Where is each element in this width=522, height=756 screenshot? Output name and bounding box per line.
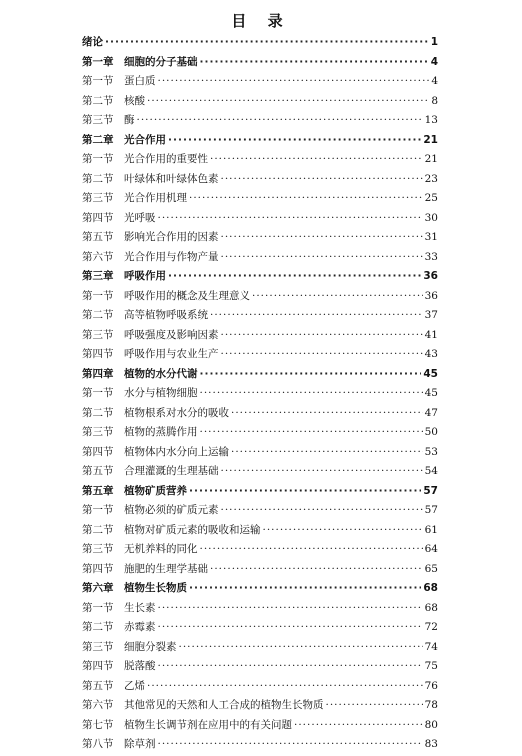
toc-leader-dots [158, 621, 423, 633]
toc-leader-dots [200, 426, 423, 438]
toc-entry-number: 第四节 [82, 211, 114, 224]
toc-leader-dots [189, 582, 421, 594]
toc-leader-dots [221, 465, 423, 477]
toc-entry-page: 78 [424, 699, 438, 711]
toc-entry-title: 光呼吸 [124, 211, 156, 224]
toc-leader-dots [189, 485, 421, 497]
toc-entry-title: 除草剂 [124, 738, 156, 750]
toc-leader-dots [221, 231, 423, 243]
toc-entry-number: 第六章 [82, 582, 114, 594]
toc-leader-dots [147, 95, 429, 107]
toc-entry-title: 植物生长调节剂在应用中的有关问题 [124, 718, 292, 731]
toc-entry-title: 水分与植物细胞 [124, 387, 198, 399]
toc-entry-number: 第六节 [82, 699, 114, 711]
toc-entry-title: 植物矿质营养 [124, 484, 187, 497]
toc-entry-page: 80 [424, 718, 438, 731]
toc-leader-dots [200, 387, 423, 399]
toc-section-entry[interactable] [82, 541, 438, 561]
toc-section-entry[interactable] [82, 561, 438, 581]
toc-entry-title: 植物体内水分向上运输 [124, 445, 229, 458]
toc-leader-dots [105, 36, 429, 48]
toc-entry-page: 31 [424, 231, 438, 243]
toc-section-entry[interactable] [82, 346, 438, 366]
toc-entry-title: 施肥的生理学基础 [124, 562, 208, 575]
toc-section-entry[interactable] [82, 736, 438, 756]
toc-entry-title: 光合作用 [124, 133, 166, 146]
toc-entry-page: 1 [430, 36, 438, 48]
toc-leader-dots [137, 114, 423, 126]
toc-leader-dots [158, 212, 423, 224]
toc-entry-page: 36 [424, 289, 438, 302]
toc-chapter-entry[interactable] [82, 580, 438, 600]
toc-entry-page: 53 [424, 445, 438, 458]
toc-entry-number: 第四节 [82, 562, 114, 575]
toc-entry-page: 75 [424, 660, 438, 672]
toc-entry-number: 第二节 [82, 406, 114, 419]
toc-entry-page: 4 [431, 75, 438, 87]
toc-leader-dots [200, 543, 423, 555]
toc-entry-title: 脱落酸 [124, 660, 156, 672]
toc-section-entry[interactable] [82, 697, 438, 717]
toc-entry-number: 第一节 [82, 289, 114, 302]
toc-entry-title: 光合作用与作物产量 [124, 250, 219, 263]
toc-entry-number: 第三节 [82, 543, 114, 555]
toc-entry-page: 43 [424, 348, 438, 360]
toc-entry-page: 74 [424, 640, 438, 653]
toc-section-entry[interactable] [82, 249, 438, 269]
toc-entry-number: 第一节 [82, 387, 114, 399]
toc-entry-number: 第三节 [82, 192, 114, 204]
toc-entry-number: 第五章 [82, 484, 114, 497]
toc-entry-title: 高等植物呼吸系统 [124, 309, 208, 321]
toc-section-entry[interactable] [82, 717, 438, 737]
toc-entry-number: 第一节 [82, 504, 114, 516]
toc-section-entry[interactable] [82, 385, 438, 405]
toc-entry-title: 乙烯 [124, 679, 145, 692]
toc-leader-dots [200, 56, 429, 68]
toc-entry-number: 第四节 [82, 660, 114, 672]
toc-entry-number: 第六节 [82, 250, 114, 263]
toc-leader-dots [200, 368, 422, 380]
toc-entry-number: 第二节 [82, 309, 114, 321]
toc-entry-title: 光合作用机理 [124, 192, 187, 204]
toc-section-entry[interactable] [82, 502, 438, 522]
toc-entry-title: 其他常见的天然和人工合成的植物生长物质 [124, 699, 324, 711]
toc-section-entry[interactable] [82, 190, 438, 210]
toc-section-entry[interactable] [82, 93, 438, 113]
toc-entry-number: 第四章 [82, 367, 114, 380]
toc-entry-page: 45 [423, 367, 438, 380]
toc-entry-page: 83 [424, 738, 438, 750]
toc-section-entry[interactable] [82, 73, 438, 93]
toc-entry-title: 植物生长物质 [124, 582, 187, 594]
toc-entry-number: 第三章 [82, 270, 114, 282]
toc-entry-number: 第四节 [82, 445, 114, 458]
toc-leader-dots [147, 680, 423, 692]
toc-section-entry[interactable] [82, 327, 438, 347]
toc-entry-number: 第五节 [82, 465, 114, 477]
toc-entry-title: 植物根系对水分的吸收 [124, 406, 229, 419]
toc-entry-title: 叶绿体和叶绿体色素 [124, 172, 219, 185]
toc-leader-dots [210, 309, 423, 321]
toc-entry-title: 蛋白质 [124, 75, 156, 87]
toc-leader-dots [231, 446, 423, 458]
toc-entry-number: 第五节 [82, 679, 114, 692]
toc-entry-title: 细胞分裂素 [124, 640, 177, 653]
toc-leader-dots [189, 192, 423, 204]
toc-section-entry[interactable] [82, 639, 438, 659]
toc-entry-page: 25 [424, 192, 438, 204]
toc-entry-title: 呼吸作用 [124, 270, 166, 282]
toc-entry-number: 第一节 [82, 601, 114, 614]
toc-entry-title: 酶 [124, 114, 135, 126]
toc-entry-page: 57 [424, 504, 438, 516]
toc-leader-dots [210, 153, 423, 165]
toc-entry-page: 21 [423, 133, 438, 146]
toc-entry-title: 合理灌溉的生理基础 [124, 465, 219, 477]
toc-section-entry[interactable] [82, 151, 438, 171]
toc-entry-page: 54 [424, 465, 438, 477]
toc-entry-number: 第三节 [82, 328, 114, 341]
toc-section-entry[interactable] [82, 405, 438, 425]
toc-entry-page: 37 [424, 309, 438, 321]
toc-entry-number: 第二节 [82, 621, 114, 633]
toc-entry-number: 第三节 [82, 114, 114, 126]
toc-chapter-entry[interactable] [82, 268, 438, 288]
toc-leader-dots [326, 699, 423, 711]
toc-entry-number: 第八节 [82, 738, 114, 750]
toc-section-entry[interactable] [82, 678, 438, 698]
toc-entry-title: 植物必须的矿质元素 [124, 504, 219, 516]
toc-entry-number: 第二节 [82, 523, 114, 536]
toc-leader-dots [231, 407, 423, 419]
toc-entry-page: 57 [423, 484, 438, 497]
toc-entry-page: 76 [424, 679, 438, 692]
toc-chapter-entry[interactable] [82, 366, 438, 386]
toc-entry-page: 47 [424, 406, 438, 419]
toc-entry-number: 第七节 [82, 718, 114, 731]
toc-entry-title: 呼吸作用的概念及生理意义 [124, 289, 250, 302]
toc-leader-dots [158, 738, 423, 750]
toc-entry-number: 第四节 [82, 348, 114, 360]
toc-chapter-entry[interactable] [82, 483, 438, 503]
toc-entry-page: 45 [424, 387, 438, 399]
toc-entry-number: 绪论 [82, 36, 103, 48]
toc-entry-title: 核酸 [124, 94, 145, 107]
toc-entry-title: 呼吸强度及影响因素 [124, 328, 219, 341]
toc-section-entry[interactable] [82, 210, 438, 230]
toc-entry-page: 30 [424, 211, 438, 224]
toc-section-entry[interactable] [82, 444, 438, 464]
toc-entry-title: 植物的水分代谢 [124, 367, 198, 380]
toc-leader-dots [221, 504, 423, 516]
toc-entry-page: 68 [423, 582, 438, 594]
toc-entry-title: 植物的蒸腾作用 [124, 426, 198, 438]
toc-entry-number: 第二章 [82, 133, 114, 146]
toc-leader-dots [210, 563, 423, 575]
toc-leader-dots [158, 75, 430, 87]
page-title: 目 录 [231, 12, 291, 30]
toc-entry-page: 72 [424, 621, 438, 633]
toc-entry-number: 第五节 [82, 231, 114, 243]
toc-entry-title: 光合作用的重要性 [124, 153, 208, 165]
toc-chapter-entry[interactable] [82, 132, 438, 152]
toc-entry-number: 第二节 [82, 94, 114, 107]
toc-entry-title: 呼吸作用与农业生产 [124, 348, 219, 360]
toc-section-entry[interactable] [82, 600, 438, 620]
toc-section-entry[interactable] [82, 424, 438, 444]
toc-entry-title: 生长素 [124, 601, 156, 614]
toc-entry-number: 第二节 [82, 172, 114, 185]
toc-entry-page: 36 [423, 270, 438, 282]
toc-section-entry[interactable] [82, 171, 438, 191]
toc-section-entry[interactable] [82, 619, 438, 639]
toc-chapter-entry[interactable] [82, 34, 438, 54]
toc-entry-page: 21 [424, 153, 438, 165]
toc-leader-dots [221, 348, 423, 360]
toc-leader-dots [221, 251, 423, 263]
table-of-contents [82, 34, 438, 756]
toc-section-entry[interactable] [82, 307, 438, 327]
toc-leader-dots [221, 173, 423, 185]
toc-entry-page: 41 [424, 328, 438, 341]
toc-entry-page: 23 [424, 172, 438, 185]
toc-section-entry[interactable] [82, 288, 438, 308]
toc-leader-dots [168, 270, 421, 282]
toc-chapter-entry[interactable] [82, 54, 438, 74]
toc-entry-title: 植物对矿质元素的吸收和运输 [124, 523, 261, 536]
toc-leader-dots [294, 719, 423, 731]
toc-leader-dots [158, 660, 423, 672]
toc-leader-dots [158, 602, 423, 614]
toc-entry-page: 4 [430, 55, 438, 68]
toc-leader-dots [221, 329, 423, 341]
toc-entry-title: 无机养料的同化 [124, 543, 198, 555]
toc-entry-page: 13 [424, 114, 438, 126]
toc-leader-dots [168, 134, 421, 146]
toc-entry-page: 65 [424, 562, 438, 575]
toc-entry-title: 影响光合作用的因素 [124, 231, 219, 243]
toc-entry-number: 第一章 [82, 55, 114, 68]
toc-section-entry[interactable] [82, 463, 438, 483]
toc-leader-dots [263, 524, 423, 536]
toc-entry-page: 33 [424, 250, 438, 263]
toc-leader-dots [252, 290, 423, 302]
toc-entry-page: 68 [424, 601, 438, 614]
toc-entry-page: 61 [424, 523, 438, 536]
toc-entry-title: 细胞的分子基础 [124, 55, 198, 68]
toc-section-entry[interactable] [82, 522, 438, 542]
toc-entry-page: 8 [431, 94, 438, 107]
toc-entry-title: 赤霉素 [124, 621, 156, 633]
toc-section-entry[interactable] [82, 229, 438, 249]
toc-section-entry[interactable] [82, 658, 438, 678]
toc-entry-number: 第一节 [82, 153, 114, 165]
toc-entry-page: 50 [424, 426, 438, 438]
toc-entry-page: 64 [424, 543, 438, 555]
toc-entry-number: 第三节 [82, 640, 114, 653]
toc-section-entry[interactable] [82, 112, 438, 132]
toc-entry-number: 第一节 [82, 75, 114, 87]
toc-entry-number: 第三节 [82, 426, 114, 438]
